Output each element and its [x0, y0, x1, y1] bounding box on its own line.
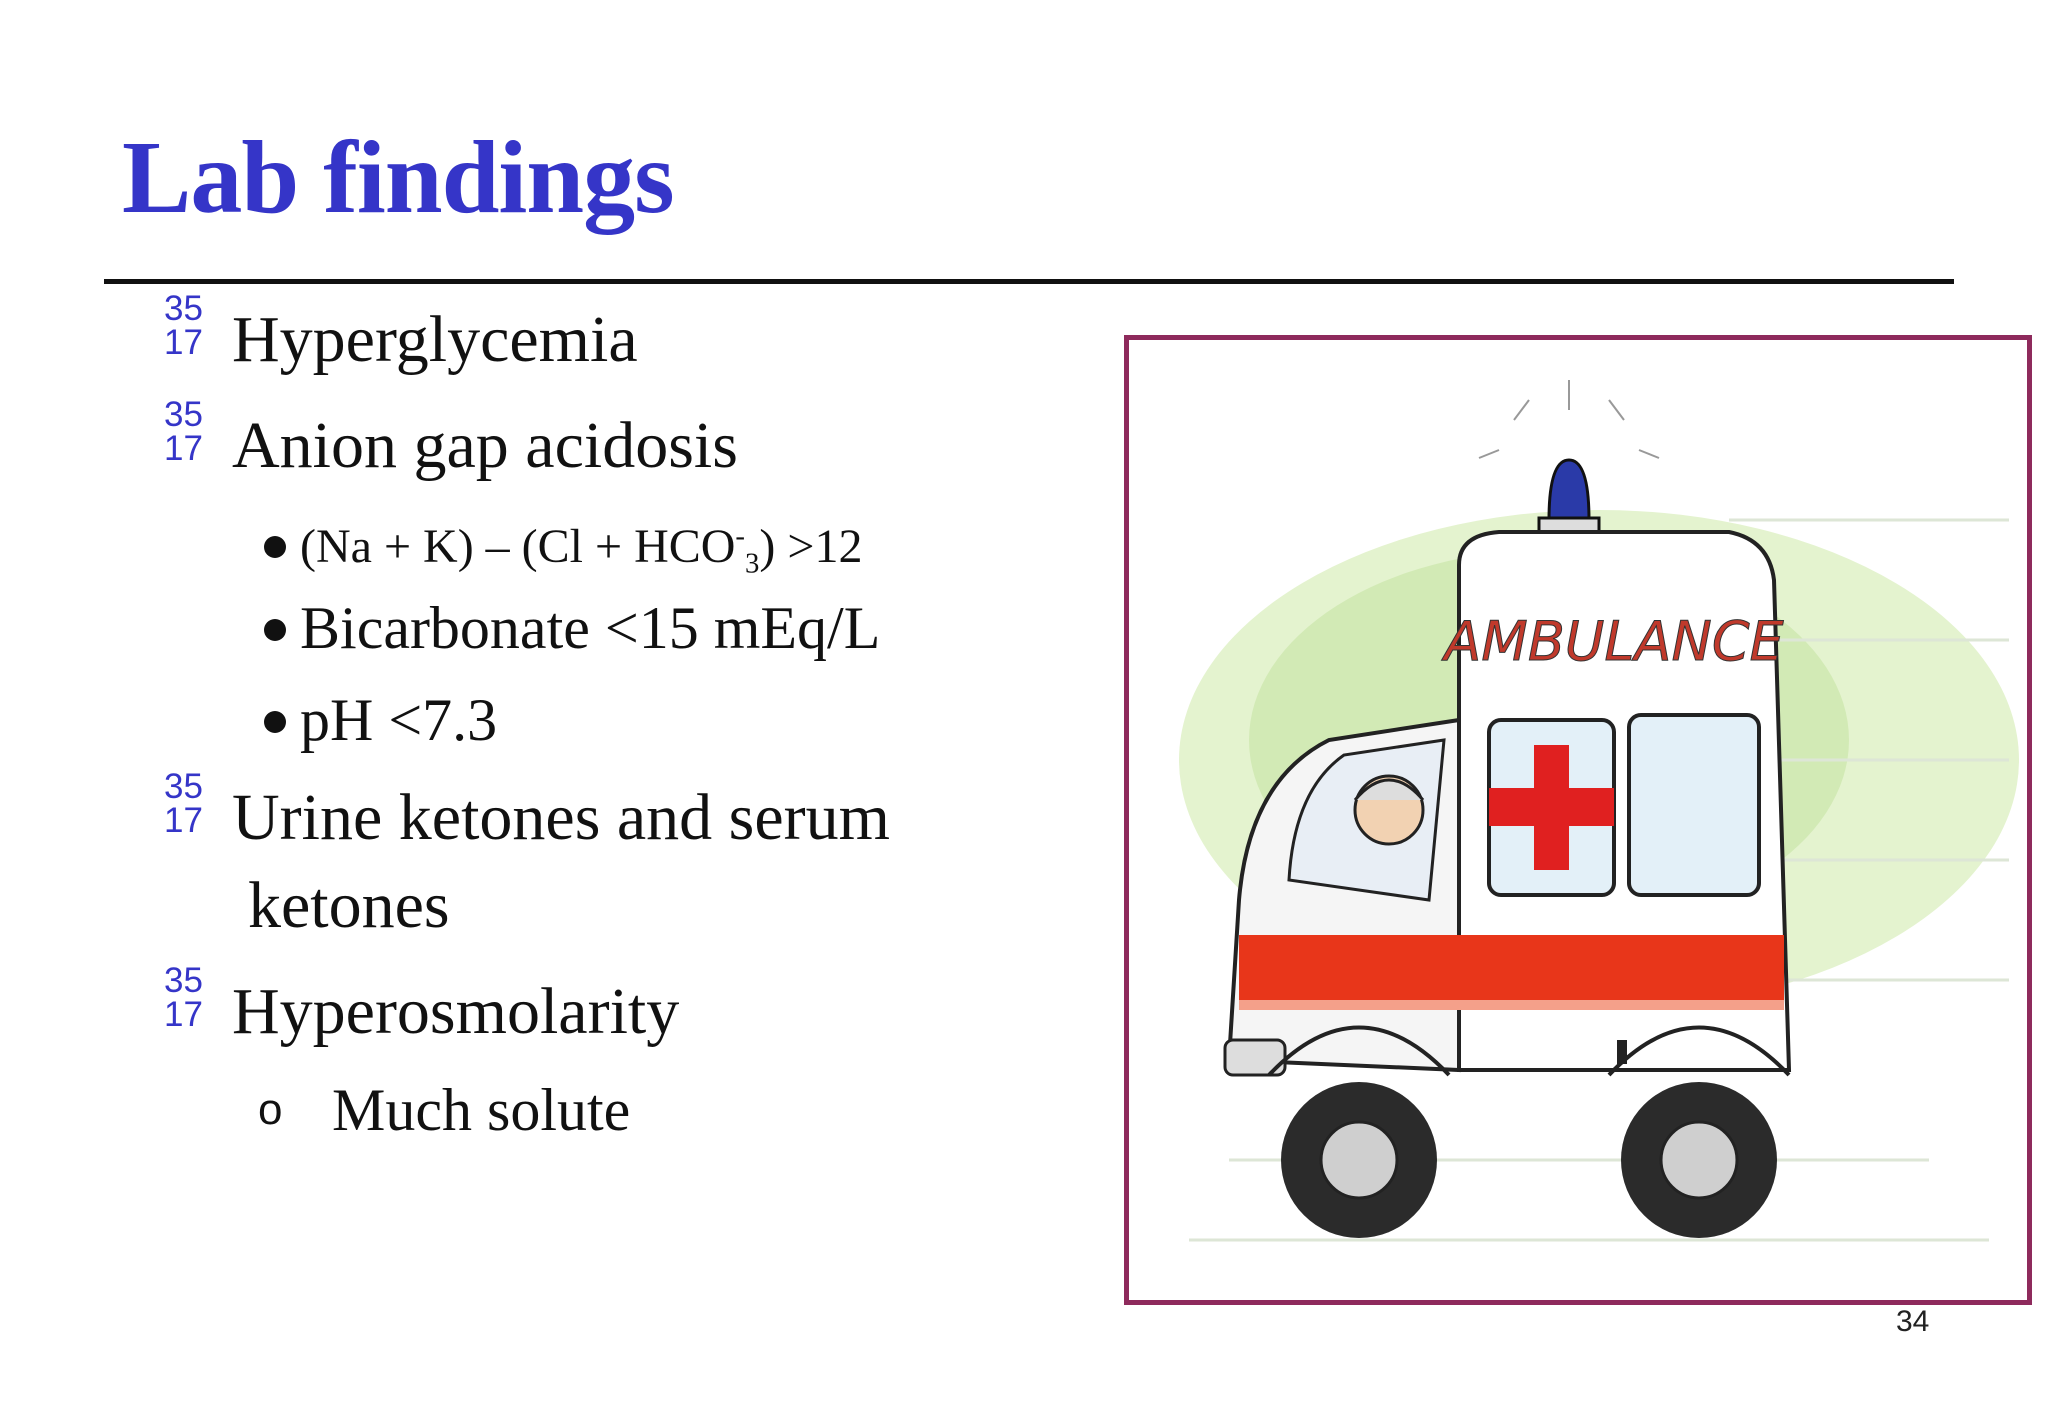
bullet-dot-icon: [264, 536, 286, 558]
sub-item-ph: pH <7.3: [264, 688, 497, 752]
ambulance-icon: [1129, 340, 2027, 1300]
item-hyperosmolarity: Hyperosmolarity: [232, 975, 680, 1048]
bullet-dot-icon: [264, 711, 286, 733]
slide-title: Lab findings: [122, 120, 674, 235]
bullet-marker: 35 17: [164, 961, 203, 1034]
ambulance-image-frame: [1124, 335, 2032, 1305]
sub-item-formula: $(Na + K) - (Cl + HCO^-_3) >12$: [264, 508, 862, 592]
bullet-marker: 35 17: [164, 395, 203, 468]
bullet-dot-icon: [264, 619, 286, 641]
page-number: 34: [1896, 1305, 1930, 1338]
item-urine-ketones: Urine ketones and serum: [232, 781, 890, 854]
title-divider: [104, 279, 1954, 284]
sub-item-solute: Much solute: [332, 1077, 631, 1143]
circle-bullet: o: [258, 1085, 283, 1134]
item-anion-gap: Anion gap acidosis: [232, 409, 738, 482]
bullet-marker: 35 17: [164, 767, 203, 840]
bullet-marker: 35 17: [164, 289, 203, 362]
sub-item-bicarbonate: Bicarbonate <15 mEq/L: [264, 596, 880, 660]
svg-text:AMBULANCE: AMBULANCE: [1444, 610, 1784, 673]
item-hyperglycemia: Hyperglycemia: [232, 303, 638, 376]
item-urine-ketones-cont: ketones: [248, 869, 450, 942]
